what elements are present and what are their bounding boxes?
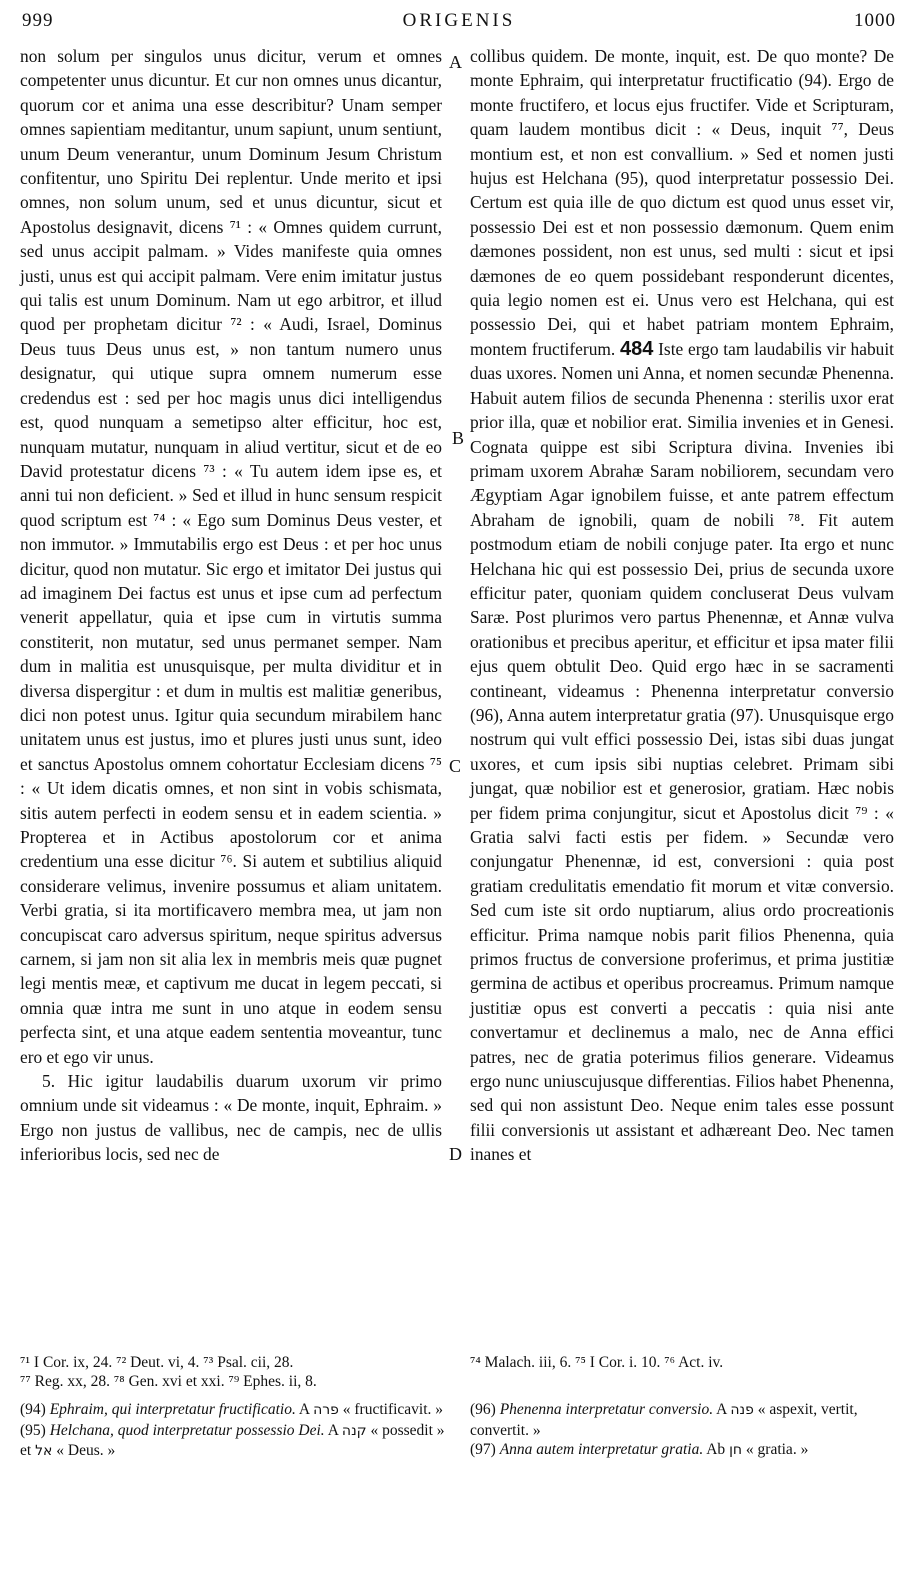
reference-line: ⁷⁷ Reg. xx, 28. ⁷⁸ Gen. xvi et xxi. ⁷⁹ Ephes. ii, 8.	[20, 1373, 317, 1390]
section-marker-b: B	[452, 428, 465, 448]
scripture-references	[20, 1353, 900, 1391]
paragraph: collibus quidem. De monte, inquit, est. De quo monte? De monte Ephraim, qui interpretatur fructificatio (94). Ergo de monte fructifero, et locus ejus fructifer. Vide et Scripturam, quam laudem montibus dicit : « Deus, inquit ⁷⁷, Deus montium est, et non est convallium. » Sed et nomen justi hujus est Helchana (95), quod interpretatur possessio Dei. Certum est quia ille de quo dictum est quod unus esset vir, possessio Dei est et non possessio dæmonum. Quem enim dæmones possident, non est unus, sed multi : sicut et ipsi dæmones de eo quem possidebant responderunt dicentes, quia legio nomen est ei. Unus vero est Helchana, qui est possessio Dei, qui et habet patriam montem Ephraim, montem fructiferum.	[470, 46, 894, 359]
section-marker-d: D	[449, 1144, 462, 1164]
right-column	[470, 44, 894, 1167]
paragraph: 5. Hic igitur laudabilis duarum uxorum vir primo omnium unde sit videamus : « De monte, inquit, Ephraim. » Ergo non justus de vallibus, nec de campis, nec de ullis inferioribus locis, sed nec de	[20, 1071, 442, 1165]
original-page-number: 484	[620, 337, 654, 360]
footnote-95: (95) Helchana, quod interpretatur possessio Dei. A קנה « possedit » et אל « Deus. »	[20, 1421, 445, 1459]
running-header	[22, 10, 896, 34]
left-column	[20, 44, 442, 1167]
page-number-left: 999	[22, 10, 54, 31]
footnotes-right	[470, 1400, 900, 1461]
footnote-97: (97) Anna autem interpretatur gratia. Ab חן « gratia. »	[470, 1441, 809, 1458]
footnotes-left	[20, 1400, 450, 1462]
page-number-right: 1000	[854, 10, 896, 31]
running-title: ORIGENIS	[402, 10, 516, 31]
footnote-94: (94) Ephraim, qui interpretatur fructificatio. A פרה « fructificavit. »	[20, 1401, 444, 1418]
paragraph: non solum per singulos unus dicitur, verum et omnes competenter unus dicuntur. Et cur non omnes unus dicantur, quorum cor et anima una esse describitur? Unam semper omnes sapientiam meditantur, unum sapiunt, unum sentiunt, unum Deum venerantur, unum Dominum Jesum Christum confitentur, uno Spiritu Dei replentur. Unde merito et ipsi omnes, non solum unum, sed et unus dicuntur, sicut et Apostolus designavit, dicens ⁷¹ : « Omnes quidem currunt, sed unus accipit palmam. » Vides manifeste quia omnes justi, unus est qui accipit palmam. Vere enim imitatur justus qui talis est unum Dominum. Nam ut ego arbitror, et illud quod per prophetam dicitur ⁷² : « Audi, Israel, Dominus Deus tuus Deus unus est, » non tantum numero unus designatur, qui utique supra omnem numerum esse credendus est : sed per hoc magis unus dici intelligendus est, quod nunquam a semetipso alter efficitur, hoc est, nunquam mutatur, nunquam in aliud vertitur, sicut et de eo David protestatur dicens ⁷³ : « Tu autem idem ipse es, et anni tui non deficient. » Sed et illud in hunc sensum respicit quod scriptum est ⁷⁴ : « Ego sum Dominus Deus vester, et non immutor. » Immutabilis ergo est Deus : et per hoc unus dicitur, quod non mutatur. Sic ergo et imitator Dei justus qui ad imaginem Dei factus est unus et ipse cum ad perfectum venerit appellatur, quia et ipse cum in virtutis summa constiterit, non mutatur, sed unus permanet semper. Nam dum in malitia est unusquisque, per multa dividitur et in diversa dispergitur : et dum in multis est malitiæ generibus, dici non potest unus. Igitur quia secundum mirabilem hanc unitatem unus est justus, imo et plures justi unus sunt, ideo et sanctus Apostolus omnem cohortatur Ecclesiam dicens ⁷⁵ : « Ut idem dicatis omnes, et non sint in vobis schismata, sitis autem perfecti in eodem sensu et in eadem scientia. » Propterea et in Actibus apostolorum cor et anima credentium una esse dicitur ⁷⁶. Si autem et subtilius aliquid considerare velimus, invenire possumus et aliam unitatem. Verbi gratia, si ita mortificavero membra mea, ut jam non concupiscat caro adversus spiritum, neque spiritus adversus carnem, si jam non sit alia lex in membris meis quæ pugnet legi mentis meæ, et captivum me ducat in legem peccati, si omnia quæ intra me sunt in uno atque in eodem sensu perfecta sint, et una atque eadem sententia moveantur, tunc ero et ego vir unus.	[20, 46, 442, 1067]
reference-line: ⁷¹ I Cor. ix, 24. ⁷² Deut. vi, 4. ⁷³ Psal. cii, 28.	[20, 1354, 294, 1371]
section-marker-c: C	[449, 756, 462, 776]
footnote-96: (96) Phenenna interpretatur conversio. A פנה « aspexit, vertit, convertit. »	[470, 1401, 858, 1439]
section-marker-a: A	[449, 52, 462, 72]
reference-line: ⁷⁴ Malach. iii, 6. ⁷⁵ I Cor. i. 10. ⁷⁶ Act. iv.	[470, 1354, 724, 1371]
paragraph: Iste ergo tam laudabilis vir habuit duas uxores. Nomen uni Anna, et nomen secundæ Phenenna. Habuit autem filios de secunda Phenenna : sterilis uxor erat prior illa, quæ et nobilior erat. Similia invenies et in Genesi. Cognata quippe est sibi Scriptura divina. Invenies ibi primam uxorem Abrahæ Saram nobiliorem, secundam vero Ægyptiam Agar ignobilem fuisse, et ante patrem effectum Abraham de ignobili, quam de nobili ⁷⁸. Fit autem postmodum etiam de nobili conjuge pater. Ita ergo et nunc Helchana hic qui est possessio Dei, prius de secunda uxore efficitur pater, quoniam quidem concluserat Deus vulvam Saræ. Post plurimos vero partus Phenennæ, et Annæ vulva orationibus et precibus aperitur, et efficitur et ipsa mater filii ejus quem obtulit Deo. Quid ergo hæc in se sacramenti contineant, videamus : Phenenna interpretatur conversio (96), Anna autem interpretatur gratia (97). Unusquisque ergo nostrum qui vult effici possessio Dei, istas sibi duas jungat uxores, et cum ipsis sibi nuptias celebret. Primam sibi jungat, quæ nobilior est et generosior, gratiam. Hæc nobis per fidem prima conjungitur, sicut et Apostolus dicit ⁷⁹ : « Gratia salvi facti estis per fidem. » Secundæ vero conjungatur Phenennæ, id est, conversioni : quia post gratiam credulitatis emendatio fit morum et vitæ conversio. Sed cum iste sit ordo nuptiarum, alius ordo procreationis efficitur. Prima namque nobis parit filios Phenenna, quia primos fructus de conversione proferimus, et prima justitiæ germina de actibus et operibus procreamus. Primum namque justitiæ opus est converti a peccatis : quia nisi ante convertamur et declinemus a malo, nec de Anna effici patres, nec de gratia poterimus filios generare. Videamus ergo nunc uniuscujusque differentias. Filios habet Phenenna, sed qui non assistunt Deo. Neque enim tales esse possunt filii conversionis ut assistant et adhæreant Deo. Nec tamen inanes et	[470, 338, 894, 1165]
